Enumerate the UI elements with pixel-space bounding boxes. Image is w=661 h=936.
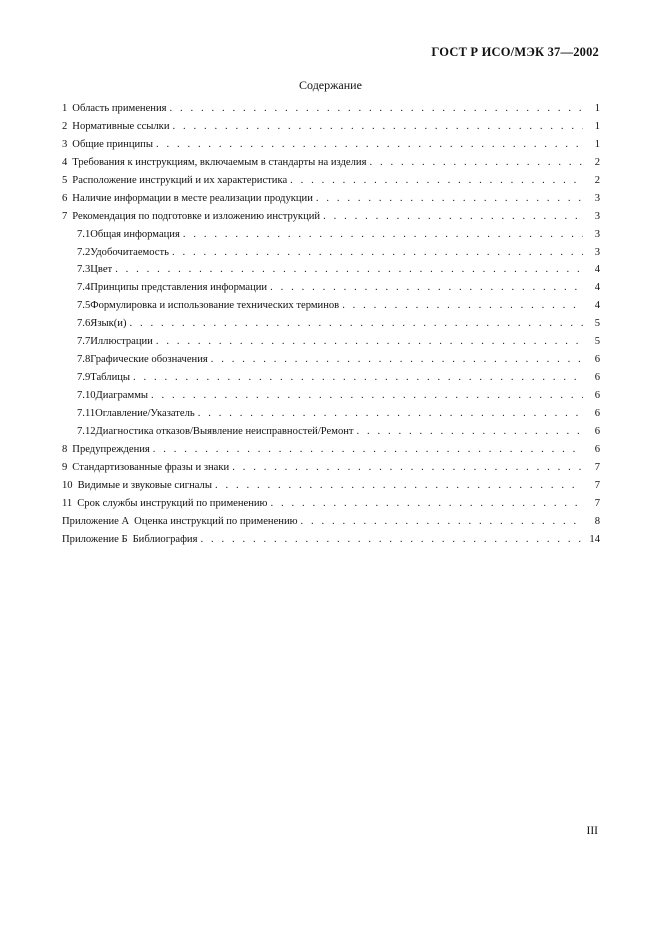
- toc-entry-number: Приложение А: [62, 515, 130, 527]
- toc-entry-number: 8: [62, 443, 68, 455]
- dot-leader: [200, 534, 583, 545]
- toc-entry-number: 7.4: [77, 282, 91, 294]
- toc-entry-label: Видимые и звуковые сигналы: [77, 479, 212, 491]
- toc-entry-number: 3: [62, 138, 68, 150]
- toc-entry-page: 1: [594, 120, 600, 132]
- dot-leader: [290, 175, 583, 186]
- toc-entry-appendix[interactable]: [62, 516, 600, 534]
- toc-entry-number: 6: [62, 192, 68, 204]
- dot-leader: [301, 516, 583, 527]
- toc-entry[interactable]: [62, 175, 600, 193]
- toc-entry-label: Область применения: [72, 103, 167, 114]
- toc-subentry[interactable]: [62, 282, 600, 300]
- toc-entry-number: 7.7: [77, 336, 91, 348]
- toc-subentry[interactable]: [62, 372, 600, 390]
- toc-entry-page: 14: [589, 533, 600, 545]
- dot-leader: [183, 229, 583, 240]
- toc-entry-number: 7.6: [77, 318, 91, 330]
- toc-entry-label: Удобочитаемость: [90, 246, 169, 258]
- dot-leader: [151, 390, 583, 401]
- dot-leader: [316, 193, 583, 204]
- document-code: ГОСТ Р ИСО/МЭК 37—2002: [431, 45, 599, 59]
- toc-entry[interactable]: [62, 193, 600, 211]
- toc-entry-label: Графические обозначения: [90, 354, 208, 366]
- dot-leader: [173, 121, 583, 132]
- toc-entry-appendix[interactable]: [62, 534, 600, 552]
- toc-entry-label: Предупреждения: [72, 443, 150, 455]
- dot-leader: [156, 139, 583, 150]
- toc-entry-number: 7: [62, 210, 68, 222]
- toc-subentry[interactable]: [62, 354, 600, 372]
- toc-entry-number: 7.9: [77, 372, 91, 384]
- toc-entry-label: Нормативные ссылки: [72, 120, 170, 132]
- dot-leader: [323, 211, 583, 222]
- toc-entry-number: 7.2: [77, 246, 91, 258]
- toc-entry-page: 6: [594, 443, 600, 455]
- toc-subentry[interactable]: [62, 408, 600, 426]
- toc-entry-number: 7.11: [77, 407, 96, 419]
- page-number: III: [586, 825, 598, 837]
- toc-entry-number: 7.1: [77, 228, 91, 240]
- toc-entry-label: Таблицы: [90, 372, 131, 384]
- toc-entry[interactable]: [62, 498, 600, 516]
- dot-leader: [211, 354, 583, 365]
- toc-entry-label: Иллюстрации: [90, 336, 153, 348]
- toc-subentry[interactable]: [62, 318, 600, 336]
- toc-entry-number: 7.5: [77, 300, 91, 312]
- toc-entry-number: 7.10: [77, 390, 96, 401]
- toc-entry-page: 6: [594, 390, 600, 401]
- toc-subentry[interactable]: [62, 426, 600, 444]
- toc-entry[interactable]: [62, 444, 600, 462]
- table-of-contents: [62, 103, 600, 551]
- toc-entry[interactable]: [62, 121, 600, 139]
- toc-entry-page: 2: [594, 156, 600, 168]
- toc-entry-page: 7: [594, 461, 600, 473]
- toc-entry-page: 7: [594, 479, 600, 491]
- dot-leader: [357, 426, 583, 437]
- toc-subentry[interactable]: [62, 300, 600, 318]
- toc-entry-page: 8: [594, 515, 600, 527]
- toc-entry-page: 3: [594, 228, 600, 240]
- toc-entry[interactable]: [62, 157, 600, 175]
- toc-entry-number: 7.8: [77, 354, 91, 366]
- toc-entry-page: 4: [594, 282, 600, 294]
- toc-entry-page: 6: [594, 407, 600, 419]
- toc-entry-number: 2: [62, 120, 68, 132]
- toc-entry-label: Оценка инструкций по применению: [134, 515, 298, 527]
- toc-entry-label: Наличие информации в месте реализации продукции: [72, 192, 313, 204]
- toc-entry-label: Библиография: [132, 533, 198, 545]
- dot-leader: [270, 282, 583, 293]
- dot-leader: [215, 480, 583, 491]
- toc-entry[interactable]: [62, 103, 600, 121]
- toc-subentry[interactable]: [62, 264, 600, 282]
- toc-entry-page: 5: [594, 318, 600, 330]
- toc-entry-number: 10: [62, 479, 73, 491]
- toc-entry-page: 7: [594, 497, 600, 509]
- dot-leader: [342, 300, 583, 311]
- toc-entry-page: 6: [594, 372, 600, 384]
- toc-entry[interactable]: [62, 462, 600, 480]
- toc-entry-number: 1: [62, 103, 68, 114]
- dot-leader: [198, 408, 583, 419]
- toc-entry-label: Требования к инструкциям, включаемым в стандарты на изделия: [72, 156, 367, 168]
- toc-entry-page: 3: [594, 246, 600, 258]
- toc-entry[interactable]: [62, 480, 600, 498]
- toc-entry-page: 6: [594, 425, 600, 437]
- toc-entry-page: 4: [594, 264, 600, 276]
- dot-leader: [130, 318, 584, 329]
- toc-entry-number: 7.12: [77, 425, 96, 437]
- toc-entry-label: Расположение инструкций и их характеристика: [72, 174, 288, 186]
- toc-entry-page: 3: [594, 192, 600, 204]
- dot-leader: [172, 247, 583, 258]
- toc-entry-number: 9: [62, 461, 68, 473]
- dot-leader: [153, 444, 583, 455]
- toc-subentry[interactable]: [62, 336, 600, 354]
- toc-entry-page: 5: [594, 336, 600, 348]
- toc-entry-label: Рекомендация по подготовке и изложению инструкций: [72, 210, 321, 222]
- toc-entry-label: Принципы представления информации: [90, 282, 268, 294]
- toc-entry-number: 11: [62, 497, 73, 509]
- toc-entry-page: 2: [594, 174, 600, 186]
- toc-entry-number: 7.3: [77, 264, 91, 276]
- toc-entry-label: Диаграммы: [95, 390, 149, 401]
- toc-entry-label: Общие принципы: [72, 138, 153, 150]
- toc-entry-number: 4: [62, 156, 68, 168]
- dot-leader: [156, 336, 583, 347]
- toc-title: Содержание: [299, 78, 362, 92]
- dot-leader: [170, 103, 584, 114]
- toc-entry-page: 1: [594, 103, 600, 114]
- dot-leader: [115, 264, 583, 275]
- toc-entry[interactable]: [62, 211, 600, 229]
- toc-entry[interactable]: [62, 139, 600, 157]
- toc-subentry[interactable]: [62, 229, 600, 247]
- dot-leader: [133, 372, 583, 383]
- toc-entry-label: Общая информация: [90, 228, 180, 240]
- toc-entry-number: Приложение Б: [62, 533, 128, 545]
- toc-entry-page: 6: [594, 354, 600, 366]
- toc-entry-page: 1: [594, 138, 600, 150]
- toc-entry-label: Язык(и): [90, 318, 127, 330]
- toc-entry-number: 5: [62, 174, 68, 186]
- dot-leader: [232, 462, 583, 473]
- toc-entry-page: 3: [594, 210, 600, 222]
- toc-entry-label: Цвет: [90, 264, 113, 276]
- toc-entry-label: Диагностика отказов/Выявление неисправностей/Ремонт: [95, 425, 354, 437]
- dot-leader: [270, 498, 583, 509]
- toc-entry-label: Срок службы инструкций по применению: [77, 497, 268, 509]
- toc-subentry[interactable]: [62, 390, 600, 408]
- toc-entry-label: Формулировка и использование технических терминов: [90, 300, 340, 312]
- toc-entry-page: 4: [594, 300, 600, 312]
- dot-leader: [369, 157, 583, 168]
- toc-subentry[interactable]: [62, 247, 600, 265]
- toc-entry-label: Стандартизованные фразы и знаки: [72, 461, 230, 473]
- toc-entry-label: Оглавление/Указатель: [95, 407, 195, 419]
